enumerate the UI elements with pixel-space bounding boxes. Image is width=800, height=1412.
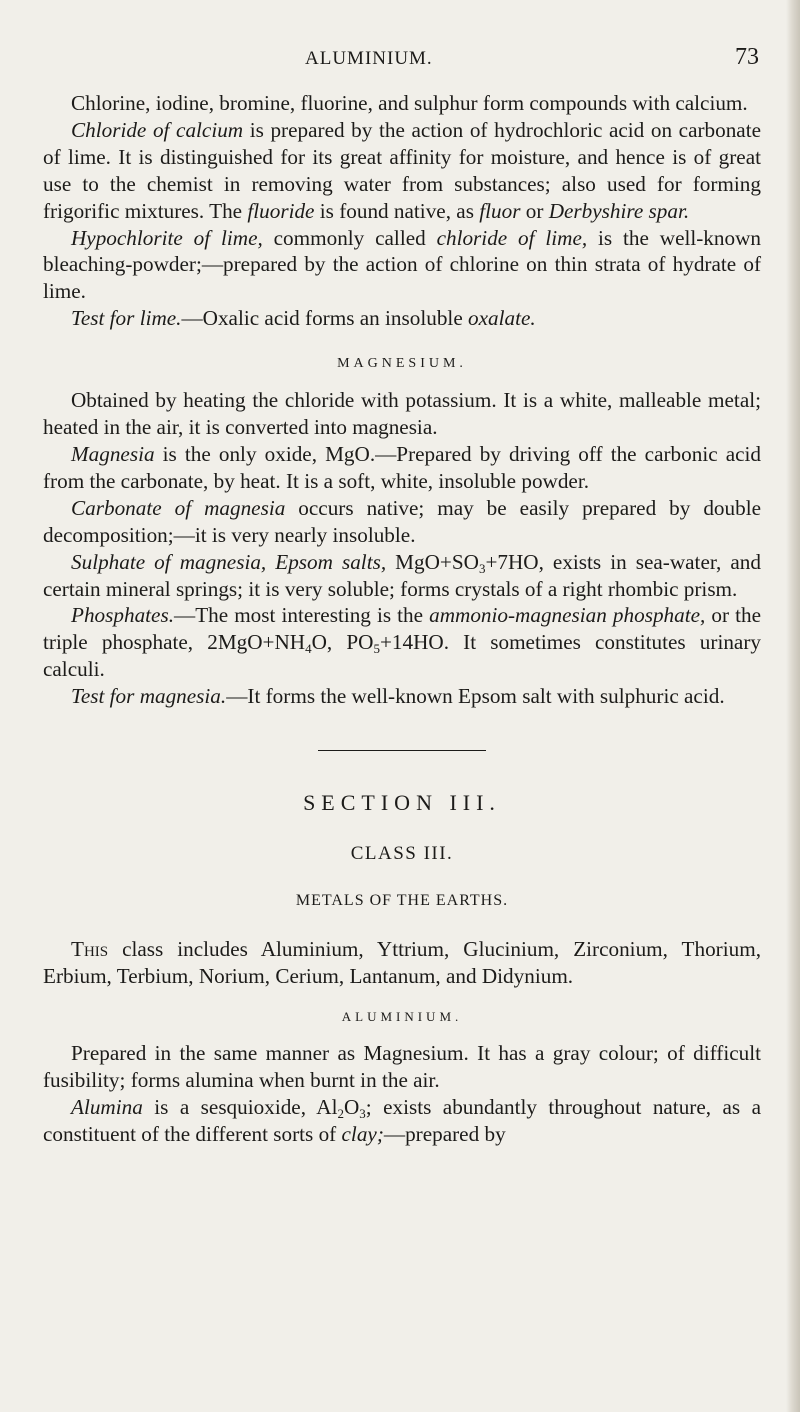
paragraph-sulphate-of-magnesia (43, 549, 761, 603)
term: Magnesia (71, 441, 155, 466)
term: chloride of lime, (436, 225, 588, 250)
text: —prepared by (383, 1121, 506, 1146)
text: Chlorine, iodine, bromine, fluorine, and sulphur form compounds with calcium. (71, 91, 748, 115)
term: Hypochlorite of lime, (71, 225, 263, 250)
paragraph-test-for-lime (43, 305, 761, 332)
paragraph-aluminium-prepared (43, 1040, 761, 1094)
subscript: 3 (478, 560, 486, 576)
subscript: 2 (337, 1105, 344, 1121)
term: Carbonate of magnesia (71, 495, 286, 520)
term: Test for magnesia. (71, 684, 227, 709)
paragraph-class-includes (43, 936, 761, 990)
text: Obtained by heating the chloride with potassium. It is a white, malleable metal; heated in the air, it is converted into magnesia. (43, 388, 761, 440)
term: Chloride of calcium (71, 117, 244, 142)
subscript: 5 (373, 641, 380, 657)
text: is a sesquioxide, Al (142, 1094, 338, 1119)
text: or the triple phosphate, 2MgO+NH (43, 603, 761, 655)
term: clay; (341, 1121, 384, 1146)
formula: MgO+SO (386, 549, 479, 574)
metals-heading: METALS OF THE EARTHS. (295, 892, 509, 910)
paragraph-magnesium-obtained (43, 387, 761, 441)
text: is found native, as (314, 198, 480, 223)
term: ammonio-magnesian phosphate, (429, 603, 706, 628)
text: ; exists abundantly throughout nature, as a constituent of the different sorts of (43, 1094, 761, 1146)
term: Test for lime. (71, 306, 182, 331)
lead-word: This (71, 937, 109, 962)
term: Alumina (71, 1094, 143, 1119)
text: —Oxalic acid forms an insoluble (181, 306, 469, 331)
text: class includes Aluminium, Yttrium, Glucinium, Zirconium, Thorium, Erbium, Terbium, Norium, Cerium, Lantanum, and Didynium. (43, 937, 761, 988)
section-divider (318, 750, 486, 751)
paragraph-hypochlorite (43, 225, 761, 306)
text: is prepared by the action of hydrochloric acid on carbonate of lime. It is distinguished for its great affinity for moisture, and hence is of great use to the chemist in removing water from substances; also used for forming frigorific mixtures. The (43, 117, 761, 223)
paragraph-magnesia (43, 441, 761, 495)
page-edge (786, 0, 800, 1412)
text: is the well-known bleaching-powder;—prepared by the action of chlorine on thin strata of hydrate of lime. (43, 225, 761, 304)
paragraph-test-for-magnesia (43, 683, 761, 710)
class-heading: CLASS III. (350, 843, 454, 865)
term: fluoride (247, 198, 315, 223)
paragraph-carbonate-of-magnesia (43, 495, 761, 549)
paragraph-alumina (43, 1094, 761, 1148)
text: Prepared in the same manner as Magnesium. It has a gray colour; of difficult fusibility; forms alumina when burnt in the air. (43, 1040, 761, 1092)
paragraph-phosphates (43, 602, 761, 683)
text: +14HO. It sometimes constitutes urinary calculi. (43, 630, 761, 682)
text: occurs native; may be easily prepared by double decomposition;—it is very nearly insoluble. (43, 495, 761, 547)
text: commonly called (262, 225, 437, 250)
term: fluor (479, 198, 521, 223)
page-number: 73 (735, 44, 759, 70)
body-text (43, 90, 761, 1147)
text: O (343, 1094, 360, 1119)
text: +7HO, exists in sea-water, and certain mineral springs; it is very soluble; forms crystals of a right rhombic prism. (43, 549, 761, 601)
term: oxalate. (468, 306, 536, 331)
text: —The most interesting is the (174, 603, 430, 628)
paragraph-calcium-compounds (43, 90, 761, 117)
running-head: ALUMINIUM. (305, 48, 433, 69)
paragraph-chloride-of-calcium (43, 117, 761, 225)
subscript: 4 (305, 641, 312, 657)
aluminium-heading: ALUMINIUM. (341, 1008, 463, 1024)
text: is the only oxide, MgO.—Prepared by driving off the carbonic acid from the carbonate, by heat. It is a soft, white, insoluble powder. (43, 441, 761, 493)
term: Derbyshire spar. (548, 198, 690, 223)
subscript: 3 (359, 1105, 366, 1121)
text: or (520, 198, 549, 223)
term: Sulphate of magnesia, Epsom salts, (71, 549, 387, 574)
section-heading: SECTION III. (303, 790, 501, 816)
magnesium-heading: MAGNESIUM. (337, 356, 467, 372)
text: O, PO (311, 630, 374, 655)
term: Phosphates. (71, 603, 174, 628)
text: —It forms the well-known Epsom salt with sulphuric acid. (226, 684, 725, 709)
